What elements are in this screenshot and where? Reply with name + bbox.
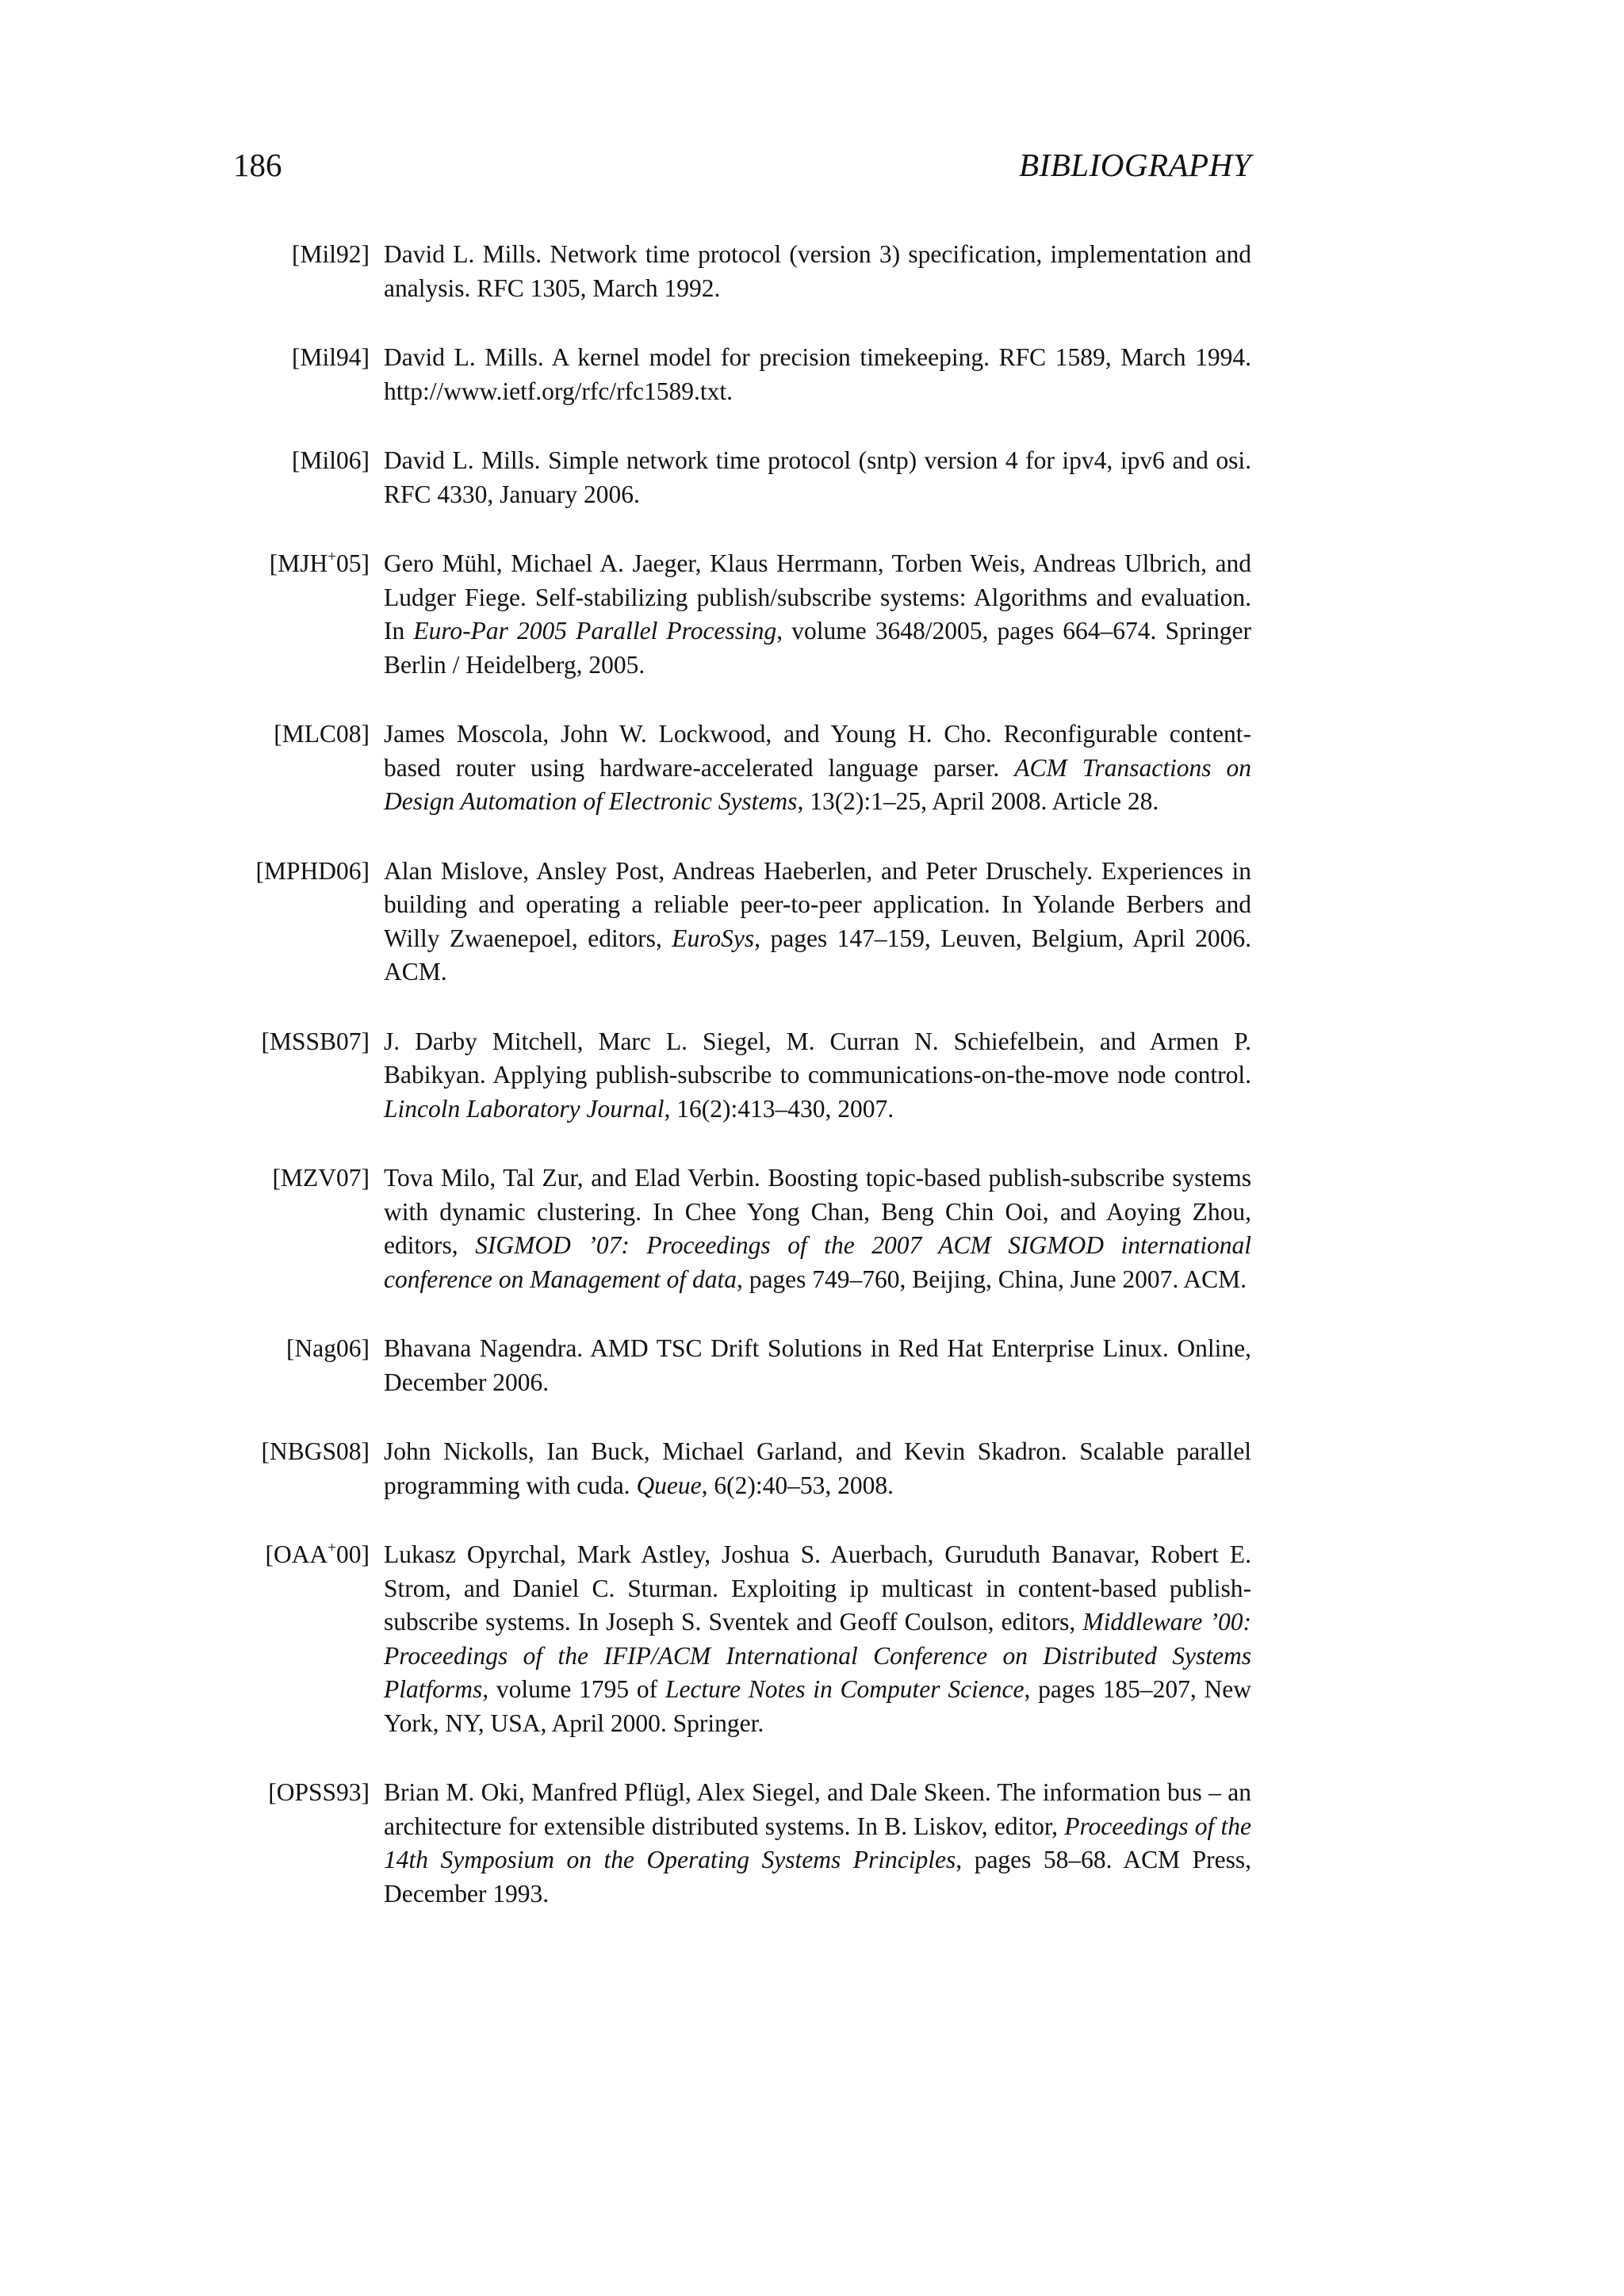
citation-key-label: [OPSS93] xyxy=(268,1778,370,1806)
citation-key xyxy=(233,1025,370,1127)
reference-title-italic: Middleware ’00: Proceedings of the IFIP/ACM International Conference on Distributed Systems Platforms xyxy=(384,1608,1251,1703)
reference-text-run: Gero Mühl, Michael A. Jaeger, Klaus Herrmann, Torben Weis, Andreas Ulbrich, and Ludger Fiege. Self-stabilizing publish/subscribe systems: Algorithms and evaluation. In xyxy=(384,549,1251,645)
reference-text xyxy=(384,1161,1251,1296)
bib-entry xyxy=(233,341,1251,408)
bib-entry xyxy=(233,1435,1251,1502)
reference-text-run: David L. Mills. Network time protocol (version 3) specification, implementation and analysis. RFC 1305, March 1992. xyxy=(384,240,1251,302)
bib-entry xyxy=(233,444,1251,511)
bib-entry xyxy=(233,1161,1251,1296)
citation-key xyxy=(233,1435,370,1502)
citation-key xyxy=(233,547,370,682)
reference-text-run: , pages 749–760, Beijing, China, June 2007. ACM. xyxy=(736,1265,1247,1293)
citation-key xyxy=(233,341,370,408)
reference-text-run: James Moscola, John W. Lockwood, and Young H. Cho. Reconfigurable content-based router using hardware-accelerated language parser. xyxy=(384,720,1251,782)
reference-text-run: Brian M. Oki, Manfred Pflügl, Alex Siegel, and Dale Skeen. The information bus – an architecture for extensible distributed systems. In B. Liskov, editor, xyxy=(384,1778,1251,1840)
reference-text xyxy=(384,547,1251,682)
citation-key-label: [MJH xyxy=(269,549,328,577)
reference-text-run: Lukasz Opyrchal, Mark Astley, Joshua S. Auerbach, Guruduth Banavar, Robert E. Strom, and Daniel C. Sturman. Exploiting ip multicast in content-based publish-subscribe systems. In Joseph S. Sventek and Geoff Coulson, editors, xyxy=(384,1540,1251,1636)
reference-text-run: , 6(2):40–53, 2008. xyxy=(701,1471,894,1499)
reference-text-run: , 16(2):413–430, 2007. xyxy=(664,1094,894,1123)
reference-text-run: Bhavana Nagendra. AMD TSC Drift Solutions in Red Hat Enterprise Linux. Online, December 2006. xyxy=(384,1334,1251,1396)
citation-key-label: [MLC08] xyxy=(274,720,370,748)
citation-key xyxy=(233,238,370,305)
citation-key-superscript: + xyxy=(327,548,336,565)
reference-text-run: Tova Milo, Tal Zur, and Elad Verbin. Boosting topic-based publish-subscribe systems with dynamic clustering. In Chee Yong Chan, Beng Chin Ooi, and Aoying Zhou, editors, xyxy=(384,1164,1251,1259)
bib-entry xyxy=(233,1025,1251,1127)
reference-text-run: , pages 147–159, Leuven, Belgium, April 2006. ACM. xyxy=(384,924,1251,985)
reference-text-run: , pages 185–207, New York, NY, USA, April 2000. Springer. xyxy=(384,1675,1251,1737)
reference-text-run: Alan Mislove, Ansley Post, Andreas Haeberlen, and Peter Druschely. Experiences in building and operating a reliable peer-to-peer application. In Yolande Berbers and Willy Zwaenepoel, editors, xyxy=(384,856,1251,952)
reference-text-run: J. Darby Mitchell, Marc L. Siegel, M. Curran N. Schiefelbein, and Armen P. Babikyan. Applying publish-subscribe to communications-on-the-move node control. xyxy=(384,1027,1251,1089)
citation-key-label: [Nag06] xyxy=(286,1334,370,1362)
citation-key xyxy=(233,855,370,989)
citation-key xyxy=(233,1538,370,1740)
bib-entry xyxy=(233,718,1251,819)
reference-title-italic: EuroSys xyxy=(672,924,755,952)
reference-text xyxy=(384,238,1251,305)
reference-text xyxy=(384,341,1251,408)
reference-text-run: , pages 58–68. ACM Press, December 1993. xyxy=(384,1846,1252,1908)
citation-key-label: [Mil94] xyxy=(292,343,370,371)
reference-title-italic: Queue xyxy=(636,1471,702,1499)
reference-text xyxy=(384,718,1251,819)
page-number: 186 xyxy=(233,147,282,183)
reference-text-run: , volume 3648/2005, pages 664–674. Springer Berlin / Heidelberg, 2005. xyxy=(384,617,1251,679)
citation-key-label: [MSSB07] xyxy=(261,1027,370,1055)
citation-key-superscript: + xyxy=(327,1539,336,1556)
reference-text xyxy=(384,444,1251,511)
bib-entry xyxy=(233,1538,1251,1740)
bib-entry xyxy=(233,1776,1251,1911)
citation-key-tail: 05] xyxy=(336,549,370,577)
citation-key-label: [MPHD06] xyxy=(255,856,370,885)
bibliography-list xyxy=(233,238,1251,1946)
bib-entry xyxy=(233,547,1251,682)
citation-key xyxy=(233,1161,370,1296)
bib-entry xyxy=(233,1332,1251,1399)
reference-title-italic: ACM Transactions on Design Automation of Electronic Systems xyxy=(384,753,1251,815)
citation-key xyxy=(233,1332,370,1399)
reference-text-run: John Nickolls, Ian Buck, Michael Garland, and Kevin Skadron. Scalable parallel programming with cuda. xyxy=(384,1437,1251,1499)
reference-title-italic: SIGMOD ’07: Proceedings of the 2007 ACM SIGMOD international conference on Management of data xyxy=(384,1231,1251,1293)
reference-title-italic: Lecture Notes in Computer Science xyxy=(665,1675,1025,1703)
reference-text-run: , volume 1795 of xyxy=(482,1675,665,1703)
citation-key xyxy=(233,1776,370,1911)
citation-key-label: [OAA xyxy=(265,1540,328,1568)
chapter-title: BIBLIOGRAPHY xyxy=(1019,147,1251,183)
bib-entry xyxy=(233,238,1251,305)
citation-key xyxy=(233,718,370,819)
running-header xyxy=(233,146,1251,193)
reference-title-italic: Proceedings of the 14th Symposium on the Operating Systems Principles xyxy=(384,1812,1251,1873)
citation-key-label: [NBGS08] xyxy=(261,1437,370,1465)
citation-key xyxy=(233,444,370,511)
reference-text xyxy=(384,1025,1251,1127)
bib-entry xyxy=(233,855,1251,989)
reference-text xyxy=(384,1435,1251,1502)
citation-key-label: [MZV07] xyxy=(272,1164,370,1192)
reference-text xyxy=(384,855,1251,989)
reference-text xyxy=(384,1332,1251,1399)
reference-text xyxy=(384,1776,1251,1911)
citation-key-label: [Mil06] xyxy=(292,446,370,474)
reference-text-run: David L. Mills. A kernel model for precision timekeeping. RFC 1589, March 1994. http://www.ietf.org/rfc/rfc1589.txt. xyxy=(384,343,1251,405)
reference-text-run: David L. Mills. Simple network time protocol (sntp) version 4 for ipv4, ipv6 and osi. RFC 4330, January 2006. xyxy=(384,446,1251,508)
reference-text xyxy=(384,1538,1251,1740)
reference-title-italic: Lincoln Laboratory Journal xyxy=(384,1094,665,1123)
reference-title-italic: Euro-Par 2005 Parallel Processing xyxy=(413,617,777,645)
citation-key-label: [Mil92] xyxy=(292,240,370,268)
reference-text-run: , 13(2):1–25, April 2008. Article 28. xyxy=(797,787,1159,815)
citation-key-tail: 00] xyxy=(336,1540,370,1568)
